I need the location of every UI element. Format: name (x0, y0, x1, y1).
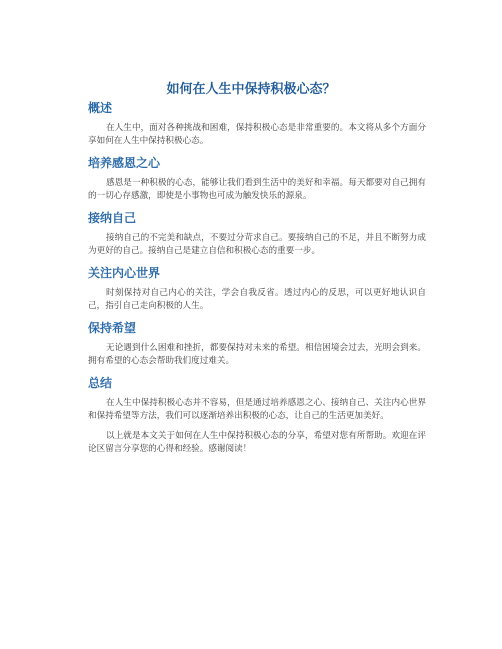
section-heading: 概述 (88, 101, 113, 115)
section-gratitude (88, 155, 426, 202)
section-heading: 关注内心世界 (88, 266, 161, 280)
section-summary (88, 375, 426, 455)
page-title: 如何在人生中保持积极心态？ (166, 82, 336, 97)
section-paragraph: 在人生中，面对各种挑战和困难，保持积极心态是非常重要的。本文将从多个方面分享如何在人生中保持积极心态。 (88, 123, 426, 146)
section-self-acceptance (88, 210, 426, 257)
section-hope (88, 320, 426, 367)
section-paragraph: 时刻保持对自己内心的关注，学会自我反省。透过内心的反思，可以更好地认识自己，指引自己走向积极的人生。 (88, 288, 426, 311)
section-heading: 总结 (88, 376, 113, 390)
section-paragraph: 无论遇到什么困难和挫折，都要保持对未来的希望。相信困境会过去，光明会到来。拥有希望的心态会帮助我们度过难关。 (88, 343, 426, 366)
section-overview (88, 100, 426, 147)
document-body (88, 100, 426, 463)
section-inner-world (88, 265, 426, 312)
section-heading: 培养感恩之心 (88, 156, 161, 170)
section-paragraph: 接纳自己的不完美和缺点，不要过分苛求自己。要接纳自己的不足，并且不断努力成为更好的自己。接纳自己是建立自信和积极心态的重要一步。 (88, 233, 426, 256)
section-paragraph: 感恩是一种积极的心态，能够让我们看到生活中的美好和幸福。每天都要对自己拥有的一切心存感激，即使是小事物也可成为触发快乐的源泉。 (88, 178, 426, 201)
section-heading: 保持希望 (88, 321, 137, 335)
section-heading: 接纳自己 (88, 211, 137, 225)
closing-paragraph: 以上就是本文关于如何在人生中保持积极心态的分享，希望对您有所帮助。欢迎在评论区留言分享您的心得和经验。感谢阅读！ (88, 431, 426, 454)
section-paragraph: 在人生中保持积极心态并不容易，但是通过培养感恩之心、接纳自己、关注内心世界和保持希望等方法，我们可以逐渐培养出积极的心态，让自己的生活更加美好。 (88, 398, 426, 421)
